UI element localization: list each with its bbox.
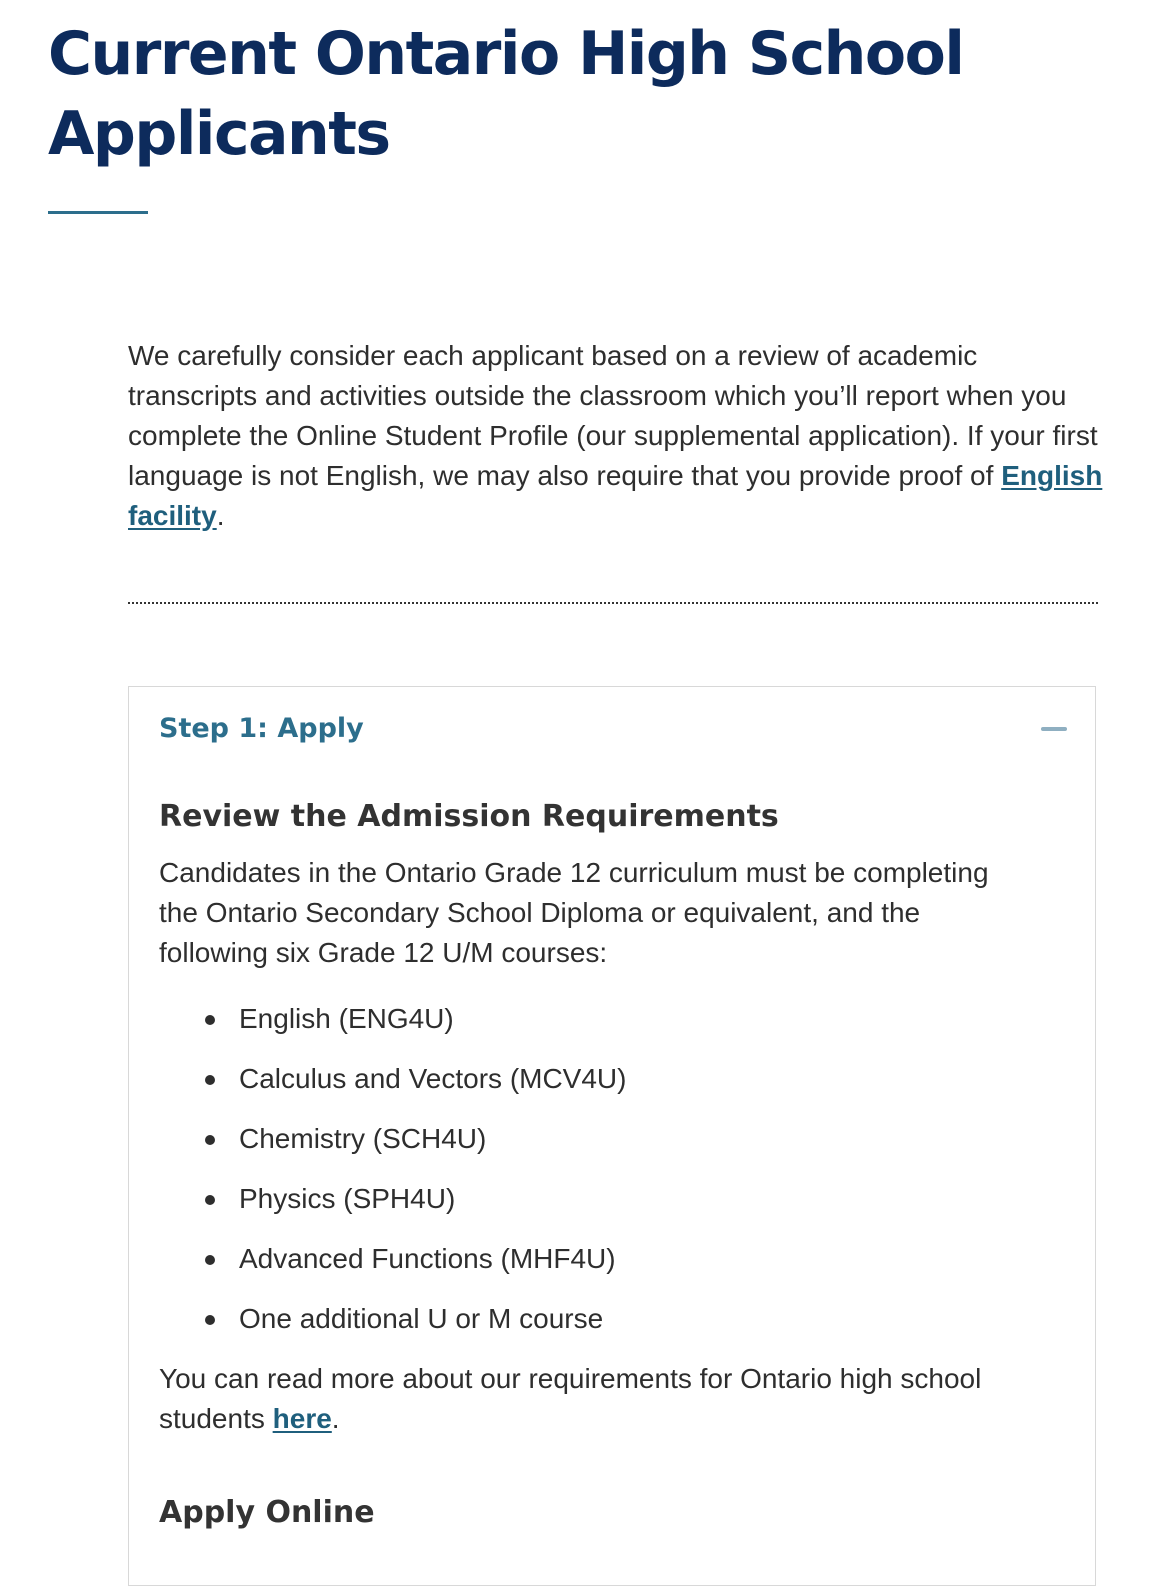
bullet-icon bbox=[205, 1255, 215, 1265]
page-title: Current Ontario High School Applicants bbox=[48, 19, 964, 169]
course-list bbox=[159, 999, 1059, 1339]
requirements-more-info bbox=[159, 1359, 1029, 1439]
intro-paragraph bbox=[128, 336, 1103, 536]
intro-text-end: . bbox=[216, 500, 225, 531]
accordion-toggle-step-1[interactable] bbox=[159, 709, 1067, 749]
english-facility-link[interactable]: English facility bbox=[128, 460, 1103, 531]
requirements-here-link[interactable]: here bbox=[272, 1403, 332, 1434]
title-underline bbox=[48, 211, 148, 214]
accordion-title: Step 1: Apply bbox=[159, 713, 364, 744]
course-label: English (ENG4U) bbox=[239, 1003, 454, 1034]
minus-icon[interactable] bbox=[1041, 727, 1067, 731]
bullet-icon bbox=[205, 1315, 215, 1325]
bullet-icon bbox=[205, 1075, 215, 1085]
course-label: Chemistry (SCH4U) bbox=[239, 1123, 487, 1154]
step-1-accordion bbox=[128, 686, 1096, 1586]
course-label: Calculus and Vectors (MCV4U) bbox=[239, 1063, 627, 1094]
course-label: Advanced Functions (MHF4U) bbox=[239, 1243, 616, 1274]
course-label: One additional U or M course bbox=[239, 1303, 604, 1334]
bullet-icon bbox=[205, 1015, 215, 1025]
section-divider bbox=[128, 602, 1098, 604]
more-info-text-end: . bbox=[331, 1403, 340, 1434]
list-item bbox=[159, 1239, 1059, 1279]
more-info-text: You can read more about our requirements for Ontario high school students bbox=[159, 1363, 982, 1434]
intro-text: We carefully consider each applicant based on a review of academic transcripts and activities outside the classroom which you’ll report when you complete the Online Student Profile (our supplemental application). If your first language is not English, we may also require that you provide proof of bbox=[128, 340, 1098, 491]
requirements-description: Candidates in the Ontario Grade 12 curriculum must be completing the Ontario Secondary School Diploma or equivalent, and the following six Grade 12 U/M courses: bbox=[159, 857, 989, 968]
bullet-icon bbox=[205, 1135, 215, 1145]
bullet-icon bbox=[205, 1195, 215, 1205]
list-item bbox=[159, 1119, 1059, 1159]
list-item bbox=[159, 999, 1059, 1039]
requirements-heading: Review the Admission Requirements bbox=[159, 799, 779, 834]
apply-online-heading: Apply Online bbox=[159, 1495, 375, 1530]
list-item bbox=[159, 1179, 1059, 1219]
accordion-content bbox=[159, 797, 1059, 1533]
list-item bbox=[159, 1059, 1059, 1099]
course-label: Physics (SPH4U) bbox=[239, 1183, 456, 1214]
list-item bbox=[159, 1299, 1059, 1339]
